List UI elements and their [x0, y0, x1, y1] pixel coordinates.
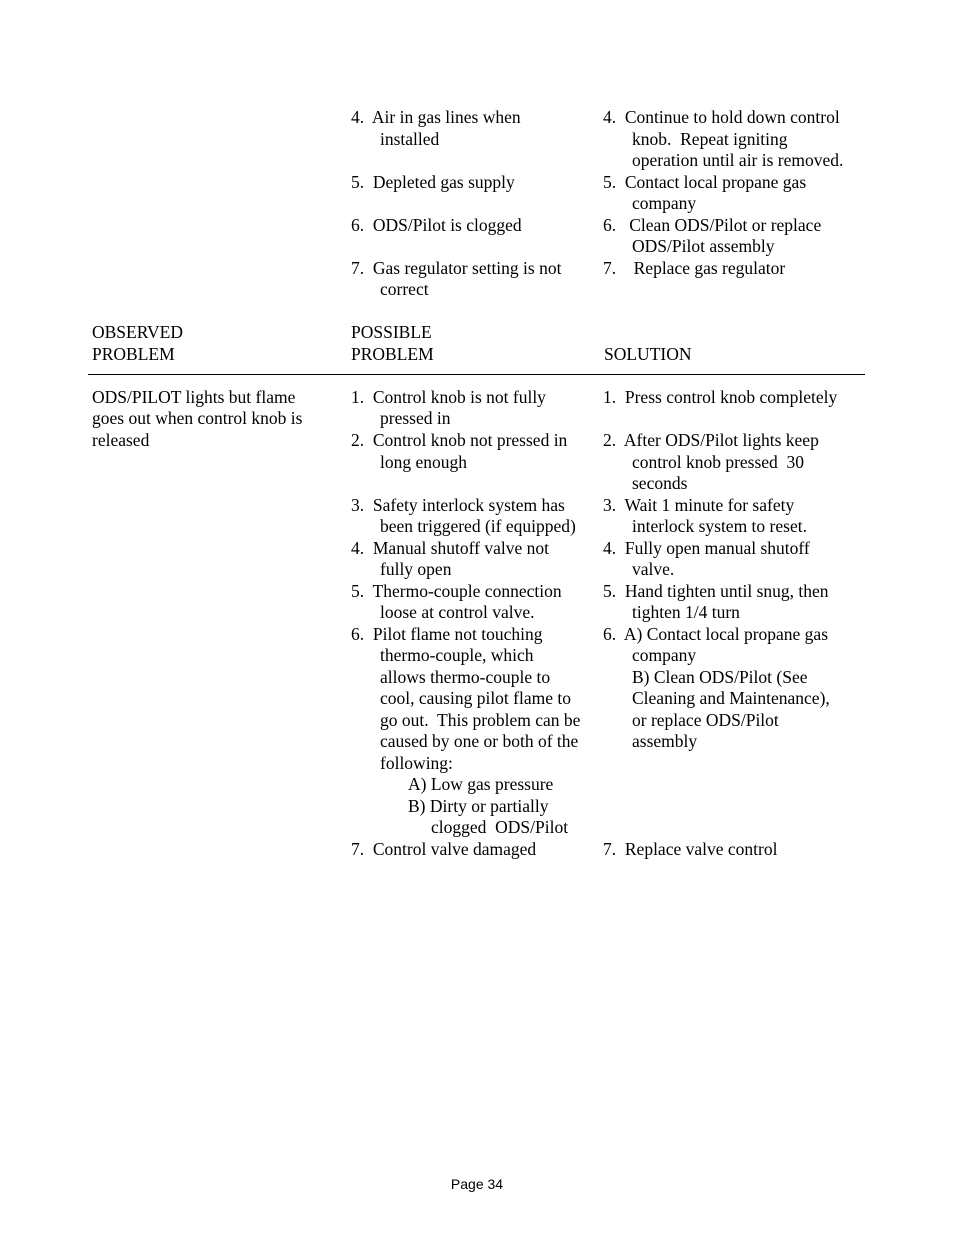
cause-6-line4: cool, causing pilot flame to — [380, 688, 571, 708]
solution-2-line3: seconds — [632, 473, 688, 493]
solution-item-6-line1: 6. Clean ODS/Pilot or replace — [603, 215, 822, 235]
solution-4-line1: 4. Fully open manual shutoff — [603, 538, 810, 558]
solution-item-5-line1: 5. Contact local propane gas — [603, 172, 807, 192]
cause-5-line2: loose at control valve. — [380, 602, 535, 622]
solution-6-line2: company — [632, 645, 697, 665]
header-divider — [88, 374, 865, 375]
cause-6-line6: caused by one or both of the — [380, 731, 579, 751]
solution-6-line3: B) Clean ODS/Pilot (See — [632, 667, 808, 687]
header-possible-line1: POSSIBLE — [351, 322, 432, 342]
solution-item-5-line2: company — [632, 193, 697, 213]
cause-7-line1: 7. Control valve damaged — [351, 839, 537, 859]
cause-3-line1: 3. Safety interlock system has — [351, 495, 565, 515]
solution-item-4-line1: 4. Continue to hold down control — [603, 107, 840, 127]
cause-6-sub-a: A) Low gas pressure — [408, 774, 554, 794]
cause-1-line1: 1. Control knob is not fully — [351, 387, 546, 407]
observed-line3: released — [92, 430, 150, 450]
possible-item-5-line1: 5. Depleted gas supply — [351, 172, 515, 192]
cause-2-line1: 2. Control knob not pressed in — [351, 430, 568, 450]
solution-6-line6: assembly — [632, 731, 698, 751]
possible-item-6-line1: 6. ODS/Pilot is clogged — [351, 215, 522, 235]
cause-6-line5: go out. This problem can be — [380, 710, 581, 730]
solution-2-line2: control knob pressed 30 — [632, 452, 805, 472]
cause-6-line2: thermo-couple, which — [380, 645, 534, 665]
possible-item-7-line1: 7. Gas regulator setting is not — [351, 258, 562, 278]
solution-4-line2: valve. — [632, 559, 675, 579]
solution-6-line1: 6. A) Contact local propane gas — [603, 624, 829, 644]
possible-item-4-line2: installed — [380, 129, 440, 149]
solution-item-6-line2: ODS/Pilot assembly — [632, 236, 775, 256]
cause-2-line2: long enough — [380, 452, 468, 472]
solution-item-4-line3: operation until air is removed. — [632, 150, 844, 170]
cause-4-line1: 4. Manual shutoff valve not — [351, 538, 549, 558]
header-observed-line1: OBSERVED — [92, 322, 183, 342]
cause-6-line3: allows thermo-couple to — [380, 667, 551, 687]
solution-5-line1: 5. Hand tighten until snug, then — [603, 581, 829, 601]
cause-6-line1: 6. Pilot flame not touching — [351, 624, 543, 644]
possible-item-4-line1: 4. Air in gas lines when — [351, 107, 521, 127]
solution-1-line1: 1. Press control knob completely — [603, 387, 838, 407]
page-number: Page 34 — [450, 1176, 504, 1192]
solution-6-line4: Cleaning and Maintenance), — [632, 688, 830, 708]
header-observed-line2: PROBLEM — [92, 344, 175, 364]
solution-item-4-line2: knob. Repeat igniting — [632, 129, 788, 149]
solution-item-7-line1: 7. Replace gas regulator — [603, 258, 786, 278]
solution-3-line2: interlock system to reset. — [632, 516, 807, 536]
solution-7-line1: 7. Replace valve control — [603, 839, 778, 859]
header-solution: SOLUTION — [604, 344, 692, 364]
cause-1-line2: pressed in — [380, 408, 451, 428]
observed-line2: goes out when control knob is — [92, 408, 303, 428]
cause-3-line2: been triggered (if equipped) — [380, 516, 576, 536]
solution-3-line1: 3. Wait 1 minute for safety — [603, 495, 795, 515]
cause-4-line2: fully open — [380, 559, 452, 579]
solution-2-line1: 2. After ODS/Pilot lights keep — [603, 430, 819, 450]
solution-5-line2: tighten 1/4 turn — [632, 602, 740, 622]
header-possible-line2: PROBLEM — [351, 344, 434, 364]
observed-line1: ODS/PILOT lights but flame — [92, 387, 296, 407]
cause-5-line1: 5. Thermo-couple connection — [351, 581, 562, 601]
cause-6-sub-b-line1: B) Dirty or partially — [408, 796, 549, 816]
possible-item-7-line2: correct — [380, 279, 429, 299]
solution-6-line5: or replace ODS/Pilot — [632, 710, 779, 730]
cause-6-line7: following: — [380, 753, 453, 773]
cause-6-sub-b-line2: clogged ODS/Pilot — [431, 817, 569, 837]
